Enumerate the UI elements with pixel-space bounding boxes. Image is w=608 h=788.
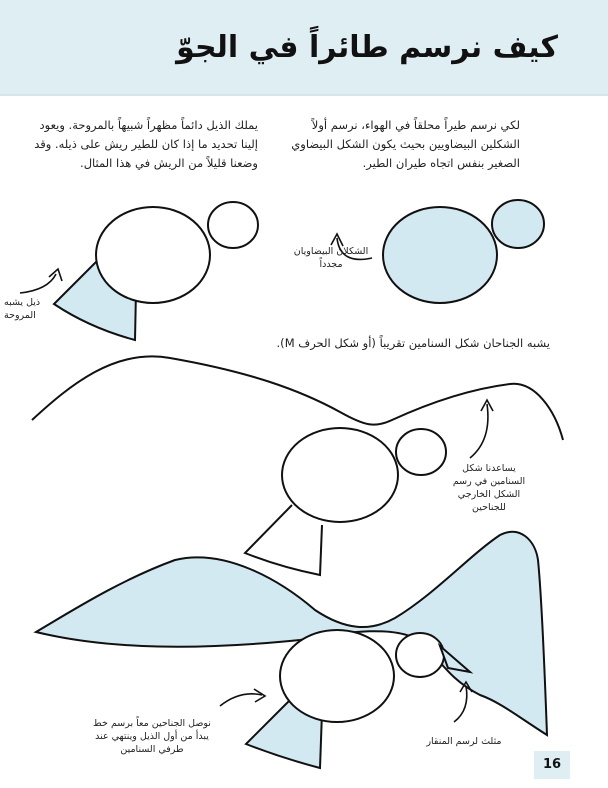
wings-paragraph: يشبه الجناحان شكل السنامين تقريباً (أو شكل الحرف M). xyxy=(276,336,550,350)
intro-paragraph: لكي نرسم طيراً محلقاً في الهواء، نرسم أولاً الشكلين البيضاويين بحيث يكون الشكل البيضاوي الصغير بنفس اتجاه طيران الطير. xyxy=(291,118,520,170)
page-number: 16 xyxy=(542,757,562,772)
page-title: كيف نرسم طائراً في الجوّ xyxy=(176,30,558,65)
tail-label: ذيل يشبه المروحة xyxy=(4,297,41,321)
step3-arrow xyxy=(470,404,488,458)
step1-body-oval xyxy=(383,207,497,303)
step4-body-oval xyxy=(280,630,394,722)
step1-head-oval xyxy=(492,200,544,248)
beak-label: مثلث لرسم المنقار xyxy=(426,736,502,747)
step4-head-oval xyxy=(396,633,444,677)
step3-body-oval xyxy=(282,428,398,522)
step2-tail-drawing xyxy=(20,202,258,340)
humps-label: يساعدنا شكل السنامين في رسم الشكل الخارجي للجناحين xyxy=(452,463,526,513)
ovals-label: الشكلان البيضاويان مجدداً xyxy=(293,246,369,270)
step3-m-curve xyxy=(32,356,563,440)
tail-paragraph: يملك الذيل دائماً مظهراً شبيهاً بالمروحة. ويعود إلينا تحديد ما إذا كان للطير ريش على ذيله. وقد وضعنا قليلاً من الريش في هذا المثال. xyxy=(34,118,258,170)
step2-head-oval xyxy=(208,202,258,248)
step2-arrow xyxy=(20,274,56,293)
step2-body-oval xyxy=(96,207,210,303)
step3-head-oval xyxy=(396,429,446,475)
connect-label: نوصل الجناحين معاً برسم خط يبدأ من أول الذيل وينتهي عند طرفي السنامين xyxy=(93,718,211,755)
step4-arrow-connect xyxy=(220,694,262,706)
